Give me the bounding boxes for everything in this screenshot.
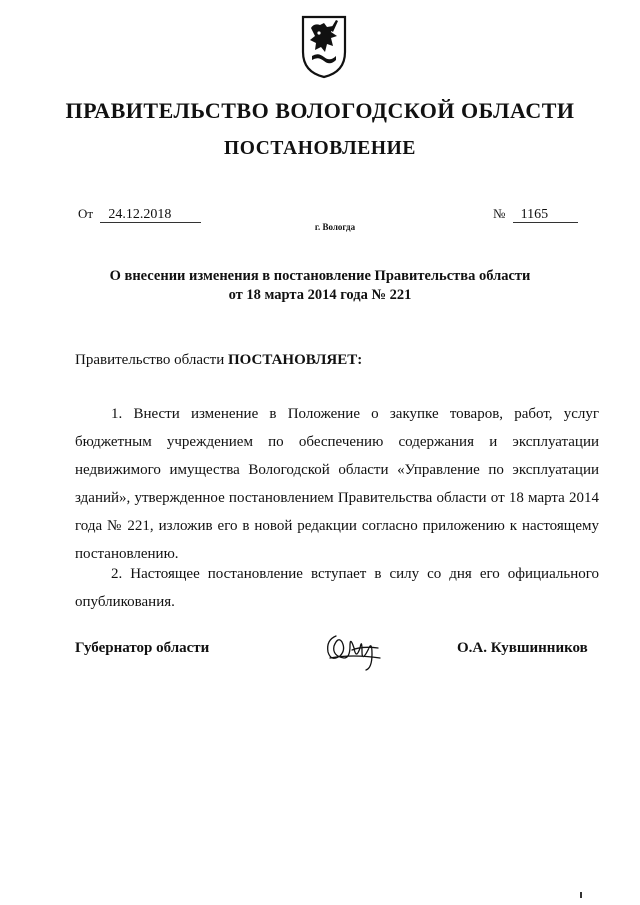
page-mark	[580, 892, 582, 898]
number-value: 1165	[513, 208, 578, 223]
signer-title: Губернатор области	[75, 640, 210, 656]
preamble-text: Правительство области	[75, 352, 228, 368]
government-title: ПРАВИТЕЛЬСТВО ВОЛОГОДСКОЙ ОБЛАСТИ	[65, 98, 575, 123]
vologda-coat-of-arms-icon	[300, 14, 348, 80]
date-label: От	[78, 206, 94, 221]
preamble-bold: ПОСТАНОВЛЯЕТ:	[227, 352, 363, 368]
subject-line-1: О внесении изменения в постановление Правительства области	[109, 268, 531, 284]
signer-name: О.А. Кувшинников	[457, 640, 588, 656]
handwritten-signature-icon	[322, 628, 386, 672]
document-type: ПОСТАНОВЛЕНИЕ	[223, 138, 417, 159]
date-value: 24.12.2018	[100, 208, 201, 223]
paragraph-1: 1. Внести изменение в Положение о закупке товаров, работ, услуг бюджетным учреждением по обеспечению содержания и эксплуатации недвижимого имущества Вологодской области «Управление по эксплуатации зданий», утвержденное постановлением Правительства области от 18 марта 2014 года № 221, изложив его в новой редакции согласно приложению к настоящему постановлению.	[75, 406, 599, 562]
city-label: г. Вологда	[314, 222, 356, 232]
number-row	[493, 206, 578, 223]
date-row	[78, 206, 201, 223]
document-subject	[0, 267, 640, 305]
paragraph-2: 2. Настоящее постановление вступает в силу со дня его официального опубликования.	[75, 566, 599, 610]
preamble	[75, 352, 362, 369]
subject-line-2: от 18 марта 2014 года № 221	[228, 287, 412, 303]
number-label: №	[493, 206, 506, 221]
